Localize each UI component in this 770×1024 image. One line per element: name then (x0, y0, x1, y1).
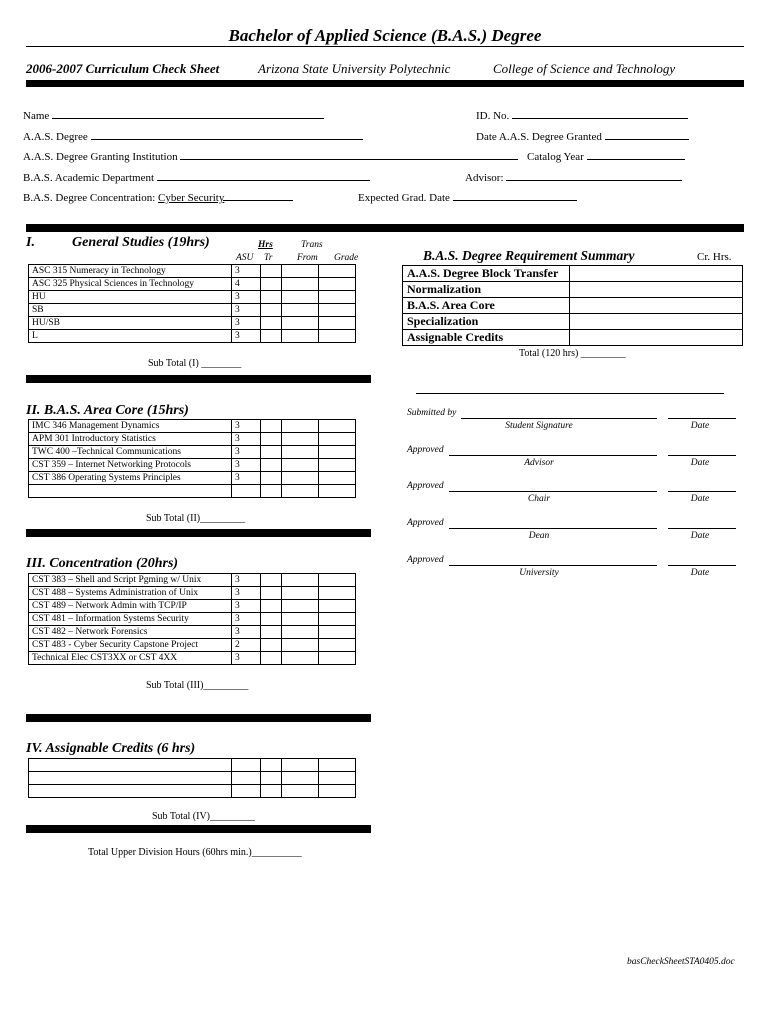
tr-cell[interactable] (261, 291, 282, 304)
tr-cell[interactable] (261, 459, 282, 472)
signature-caption-university: University (519, 568, 559, 578)
id-label: ID. No. (476, 110, 510, 122)
grade-cell[interactable] (319, 278, 356, 291)
tr-cell[interactable] (261, 317, 282, 330)
tr-cell[interactable] (261, 574, 282, 587)
advisor-line[interactable] (506, 170, 682, 181)
footer-filename: basCheckSheetSTA0405.doc (627, 957, 735, 967)
date-granted-label: Date A.A.S. Degree Granted (476, 131, 602, 143)
table-row (29, 278, 356, 291)
tr-cell[interactable] (261, 304, 282, 317)
trans-from-cell[interactable] (282, 574, 319, 587)
catalog-year-field[interactable] (527, 149, 685, 163)
section-2-title: II. B.A.S. Area Core (15hrs) (26, 403, 189, 418)
aas-degree-line[interactable] (91, 129, 363, 140)
signature-line[interactable] (449, 491, 657, 492)
col-header-tr: Tr (264, 253, 273, 263)
grade-cell[interactable] (319, 587, 356, 600)
grade-cell[interactable] (319, 574, 356, 587)
course-name: APM 301 Introductory Statistics (29, 433, 232, 446)
course-name: ASC 315 Numeracy in Technology (29, 265, 232, 278)
approved-label: Approved (407, 518, 444, 528)
header-bar (26, 80, 744, 87)
tr-cell[interactable] (261, 446, 282, 459)
table-row (29, 433, 356, 446)
section-1-number: I. (26, 235, 35, 250)
grade-cell[interactable] (319, 652, 356, 665)
date-line[interactable] (668, 455, 736, 456)
trans-from-cell[interactable] (282, 759, 319, 772)
section-3-subtotal: Sub Total (III)_________ (146, 680, 249, 691)
summary-hours-cell[interactable] (570, 266, 743, 282)
grade-cell[interactable] (319, 600, 356, 613)
course-hours: 3 (232, 574, 261, 587)
section-3-bar (26, 714, 371, 722)
trans-from-cell[interactable] (282, 459, 319, 472)
course-hours: 2 (232, 639, 261, 652)
section-4-title: IV. Assignable Credits (6 hrs) (26, 741, 196, 756)
course-hours: 3 (232, 652, 261, 665)
signature-line[interactable] (461, 418, 657, 419)
id-field[interactable] (476, 108, 688, 122)
tr-cell[interactable] (261, 613, 282, 626)
course-input-cell[interactable] (29, 785, 232, 798)
trans-from-cell[interactable] (282, 485, 319, 498)
tr-cell[interactable] (261, 420, 282, 433)
grade-cell[interactable] (319, 433, 356, 446)
summary-label: B.A.S. Area Core (403, 298, 570, 314)
grade-cell[interactable] (319, 330, 356, 343)
summary-row (403, 298, 743, 314)
course-name: CST 386 Operating Systems Principles (29, 472, 232, 485)
trans-from-cell[interactable] (282, 587, 319, 600)
table-row (29, 772, 356, 785)
section-4-bar (26, 825, 371, 833)
trans-from-cell[interactable] (282, 433, 319, 446)
signature-top-rule (416, 393, 724, 394)
course-hours: 3 (232, 613, 261, 626)
name-label: Name (23, 110, 50, 122)
signature-line[interactable] (449, 528, 657, 529)
trans-from-cell[interactable] (282, 626, 319, 639)
summary-label: Assignable Credits (403, 330, 570, 346)
course-hours (232, 485, 261, 498)
advisor-field[interactable] (465, 170, 682, 184)
course-hours: 4 (232, 278, 261, 291)
section-3-title: III. Concentration (20hrs) (26, 556, 179, 571)
trans-from-cell[interactable] (282, 472, 319, 485)
tr-cell[interactable] (261, 600, 282, 613)
tr-cell[interactable] (261, 652, 282, 665)
table-row (29, 587, 356, 600)
section-3-table (28, 573, 356, 665)
course-name: ASC 325 Physical Sciences in Technology (29, 278, 232, 291)
title-rule (26, 46, 744, 47)
course-hours: 3 (232, 291, 261, 304)
tr-cell[interactable] (261, 759, 282, 772)
grade-cell[interactable] (319, 626, 356, 639)
course-name: SB (29, 304, 232, 317)
trans-from-cell[interactable] (282, 613, 319, 626)
table-row (29, 574, 356, 587)
date-caption: Date (690, 494, 710, 504)
catalog-year-label: Catalog Year (527, 151, 584, 163)
trans-from-cell[interactable] (282, 639, 319, 652)
table-row (29, 600, 356, 613)
institution-line[interactable] (180, 149, 518, 160)
tr-cell[interactable] (261, 330, 282, 343)
date-line[interactable] (668, 418, 736, 419)
col-header-from: From (297, 253, 318, 263)
table-row (29, 639, 356, 652)
table-row (29, 652, 356, 665)
grade-cell[interactable] (319, 485, 356, 498)
col-header-asu: ASU (236, 253, 254, 263)
course-hours: 3 (232, 472, 261, 485)
subtitle-college: College of Science and Technology (493, 61, 676, 76)
summary-label: A.A.S. Degree Block Transfer (403, 266, 570, 282)
course-input-cell[interactable] (29, 759, 232, 772)
course-hours: 3 (232, 600, 261, 613)
section-2-table (28, 419, 356, 498)
signature-caption-student: Student Signature (505, 421, 573, 431)
total-upper-division: Total Upper Division Hours (60hrs min.)__________ (88, 847, 302, 858)
table-row (29, 485, 356, 498)
trans-from-cell[interactable] (282, 330, 319, 343)
grade-cell[interactable] (319, 304, 356, 317)
approved-label: Approved (407, 481, 444, 491)
section-2-subtotal: Sub Total (II)_________ (146, 513, 246, 524)
course-hours: 3 (232, 265, 261, 278)
summary-title: B.A.S. Degree Requirement Summary (423, 248, 635, 263)
grade-cell[interactable] (319, 291, 356, 304)
table-row (29, 446, 356, 459)
grade-cell[interactable] (319, 639, 356, 652)
summary-hours-cell[interactable] (570, 282, 743, 298)
fields-bar (26, 224, 744, 232)
grade-cell[interactable] (319, 759, 356, 772)
summary-total: Total (120 hrs) _________ (519, 348, 626, 359)
concentration-label: B.A.S. Degree Concentration: (23, 192, 159, 204)
course-hours: 3 (232, 420, 261, 433)
date-line[interactable] (668, 491, 736, 492)
trans-from-cell[interactable] (282, 420, 319, 433)
table-row (29, 420, 356, 433)
course-name: TWC 400 –Technical Communications (29, 446, 232, 459)
date-caption: Date (690, 421, 710, 431)
approved-label: Approved (407, 445, 444, 455)
course-name: IMC 346 Management Dynamics (29, 420, 232, 433)
advisor-label: Advisor: (465, 172, 504, 184)
section-1-table (28, 264, 356, 343)
grade-cell[interactable] (319, 446, 356, 459)
summary-table (402, 265, 743, 346)
submitted-label: Submitted by (407, 408, 457, 418)
course-name: CST 482 – Network Forensics (29, 626, 232, 639)
course-hours: 3 (232, 304, 261, 317)
grade-cell[interactable] (319, 265, 356, 278)
grade-cell[interactable] (319, 613, 356, 626)
course-name: CST 483 - Cyber Security Capstone Project (29, 639, 232, 652)
date-line[interactable] (668, 565, 736, 566)
table-row (29, 304, 356, 317)
table-row (29, 330, 356, 343)
name-line[interactable] (52, 108, 324, 119)
course-hours: 3 (232, 433, 261, 446)
summary-hours-cell[interactable] (570, 314, 743, 330)
course-input-cell[interactable] (29, 772, 232, 785)
section-4-table (28, 758, 356, 798)
catalog-year-line[interactable] (587, 149, 685, 160)
subtitle-university: Arizona State University Polytechnic (258, 61, 451, 76)
summary-label: Normalization (403, 282, 570, 298)
hours-cell[interactable] (232, 772, 261, 785)
summary-cr-hrs: Cr. Hrs. (697, 251, 732, 263)
summary-row (403, 314, 743, 330)
course-name: CST 489 – Network Admin with TCP/IP (29, 600, 232, 613)
trans-from-cell[interactable] (282, 785, 319, 798)
signature-caption-dean: Dean (528, 531, 550, 541)
tr-cell[interactable] (261, 626, 282, 639)
course-hours: 3 (232, 587, 261, 600)
tr-cell[interactable] (261, 265, 282, 278)
expected-grad-line[interactable] (453, 190, 577, 201)
summary-row (403, 330, 743, 346)
summary-label: Specialization (403, 314, 570, 330)
document-title: Bachelor of Applied Science (B.A.S.) Degree (228, 26, 542, 45)
approved-label: Approved (407, 555, 444, 565)
grade-cell[interactable] (319, 472, 356, 485)
table-row (29, 613, 356, 626)
trans-from-cell[interactable] (282, 600, 319, 613)
date-line[interactable] (668, 528, 736, 529)
trans-from-cell[interactable] (282, 304, 319, 317)
summary-row (403, 266, 743, 282)
section-1-subtotal: Sub Total (I) ________ (148, 358, 242, 369)
tr-cell[interactable] (261, 278, 282, 291)
section-1-title: General Studies (19hrs) (72, 235, 210, 250)
id-line[interactable] (512, 108, 688, 119)
expected-grad-field[interactable] (358, 190, 577, 204)
course-name: Technical Elec CST3XX or CST 4XX (29, 652, 232, 665)
academic-dept-label: B.A.S. Academic Department (23, 172, 155, 184)
signature-caption-advisor: Advisor (524, 458, 554, 468)
col-header-hrs: Hrs (258, 240, 273, 250)
date-caption: Date (690, 458, 710, 468)
course-hours: 3 (232, 317, 261, 330)
trans-from-cell[interactable] (282, 446, 319, 459)
section-1-bar (26, 375, 371, 383)
trans-from-cell[interactable] (282, 278, 319, 291)
course-name: HU (29, 291, 232, 304)
trans-from-cell[interactable] (282, 652, 319, 665)
concentration-line[interactable] (223, 190, 293, 201)
tr-cell[interactable] (261, 639, 282, 652)
concentration-field (23, 190, 293, 204)
signature-caption-chair: Chair (527, 494, 551, 504)
grade-cell[interactable] (319, 772, 356, 785)
trans-from-cell[interactable] (282, 772, 319, 785)
summary-row (403, 282, 743, 298)
academic-dept-field[interactable] (23, 170, 370, 184)
course-hours: 3 (232, 446, 261, 459)
course-hours: 3 (232, 459, 261, 472)
section-2-bar (26, 529, 371, 537)
course-hours: 3 (232, 626, 261, 639)
course-name: CST 359 – Internet Networking Protocols (29, 459, 232, 472)
course-hours: 3 (232, 330, 261, 343)
institution-field[interactable] (23, 149, 518, 163)
table-row (29, 785, 356, 798)
aas-degree-label: A.A.S. Degree (23, 131, 88, 143)
tr-cell[interactable] (261, 485, 282, 498)
trans-from-cell[interactable] (282, 291, 319, 304)
course-name: CST 481 – Information Systems Security (29, 613, 232, 626)
tr-cell[interactable] (261, 587, 282, 600)
summary-hours-cell[interactable] (570, 330, 743, 346)
trans-from-cell[interactable] (282, 265, 319, 278)
grade-cell[interactable] (319, 785, 356, 798)
table-row (29, 759, 356, 772)
grade-cell[interactable] (319, 420, 356, 433)
table-row (29, 459, 356, 472)
subtitle-check-sheet: 2006-2007 Curriculum Check Sheet (26, 61, 220, 76)
course-name: L (29, 330, 232, 343)
table-row (29, 291, 356, 304)
grade-cell[interactable] (319, 317, 356, 330)
hours-cell[interactable] (232, 785, 261, 798)
table-row (29, 265, 356, 278)
trans-from-cell[interactable] (282, 317, 319, 330)
date-caption: Date (690, 531, 710, 541)
signature-line[interactable] (449, 565, 657, 566)
concentration-value: Cyber Security (158, 192, 225, 204)
aas-degree-field[interactable] (23, 129, 363, 143)
institution-label: A.A.S. Degree Granting Institution (23, 151, 178, 163)
tr-cell[interactable] (261, 772, 282, 785)
expected-grad-label: Expected Grad. Date (358, 192, 450, 204)
hours-cell[interactable] (232, 759, 261, 772)
col-header-grade: Grade (334, 253, 359, 263)
grade-cell[interactable] (319, 459, 356, 472)
tr-cell[interactable] (261, 472, 282, 485)
section-4-subtotal: Sub Total (IV)_________ (152, 811, 255, 822)
name-field[interactable] (23, 108, 324, 122)
date-granted-line[interactable] (605, 129, 689, 140)
table-row (29, 626, 356, 639)
date-granted-field[interactable] (476, 129, 689, 143)
tr-cell[interactable] (261, 433, 282, 446)
academic-dept-line[interactable] (157, 170, 370, 181)
course-name: CST 488 – Systems Administration of Unix (29, 587, 232, 600)
course-name: CST 383 – Shell and Script Pgming w/ Unix (29, 574, 232, 587)
col-header-trans: Trans (301, 240, 323, 250)
table-row (29, 317, 356, 330)
course-name (29, 485, 232, 498)
signature-line[interactable] (449, 455, 657, 456)
tr-cell[interactable] (261, 785, 282, 798)
course-name: HU/SB (29, 317, 232, 330)
date-caption: Date (690, 568, 710, 578)
table-row (29, 472, 356, 485)
summary-hours-cell[interactable] (570, 298, 743, 314)
